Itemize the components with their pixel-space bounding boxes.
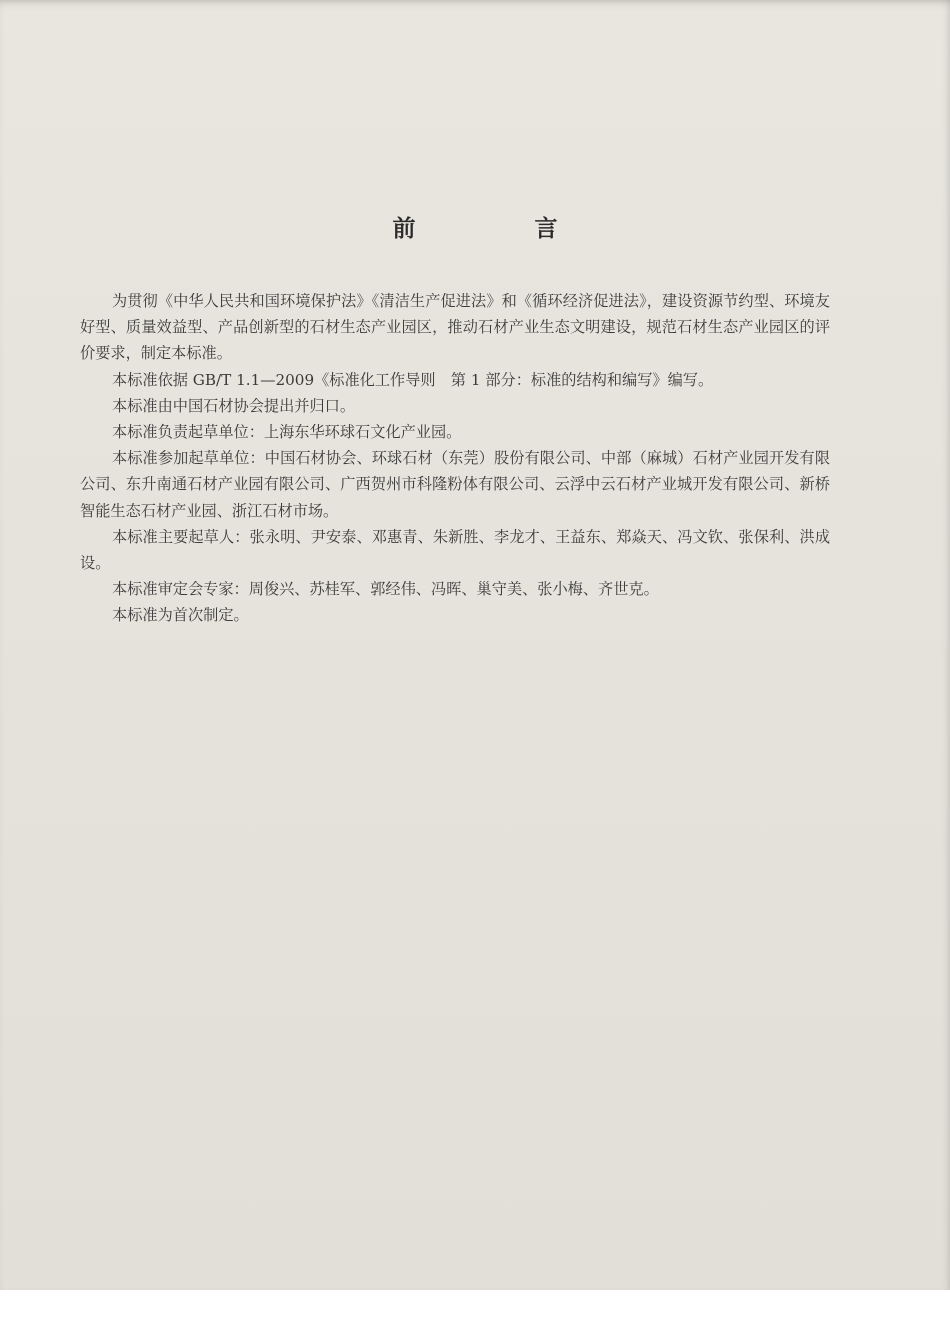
paragraph-review-experts: 本标准审定会专家：周俊兴、苏桂军、郭经伟、冯晖、巢守美、张小梅、齐世克。 [112,580,659,599]
paragraph-proposer: 本标准由中国石材协会提出并归口。 [112,396,355,415]
page-title: 前 言 [392,216,606,242]
paragraph-main-drafters: 本标准主要起草人：张永明、尹安泰、邓惠青、朱新胜、李龙才、王益东、郑焱天、冯文钦、张保利、洪成设。 [80,527,830,573]
paragraph-lead-drafter: 本标准负责起草单位：上海东华环球石文化产业园。 [112,423,462,442]
paragraph-participating-units: 本标准参加起草单位：中国石材协会、环球石材（东莞）股份有限公司、中部（麻城）石材产业园开发有限公司、东升南通石材产业园有限公司、广西贺州市科隆粉体有限公司、云浮中云石材产业城开发有限公司、新桥智能生态石材产业园、浙江石材市场。 [80,449,830,520]
paragraph-first-edition: 本标准为首次制定。 [112,606,249,625]
foreword-body [80,288,830,629]
paragraph-drafting-basis: 本标准依据 GB/T 1.1—2009《标准化工作导则 第 1 部分：标准的结构和编写》编写。 [112,370,714,389]
page-margin [0,1290,950,1344]
paragraph-purpose: 为贯彻《中华人民共和国环境保护法》《清洁生产促进法》和《循环经济促进法》，建设资源节约型、环境友好型、质量效益型、产品创新型的石材生态产业园区，推动石材产业生态文明建设，规范石材生态产业园区的评价要求，制定本标准。 [80,292,830,363]
